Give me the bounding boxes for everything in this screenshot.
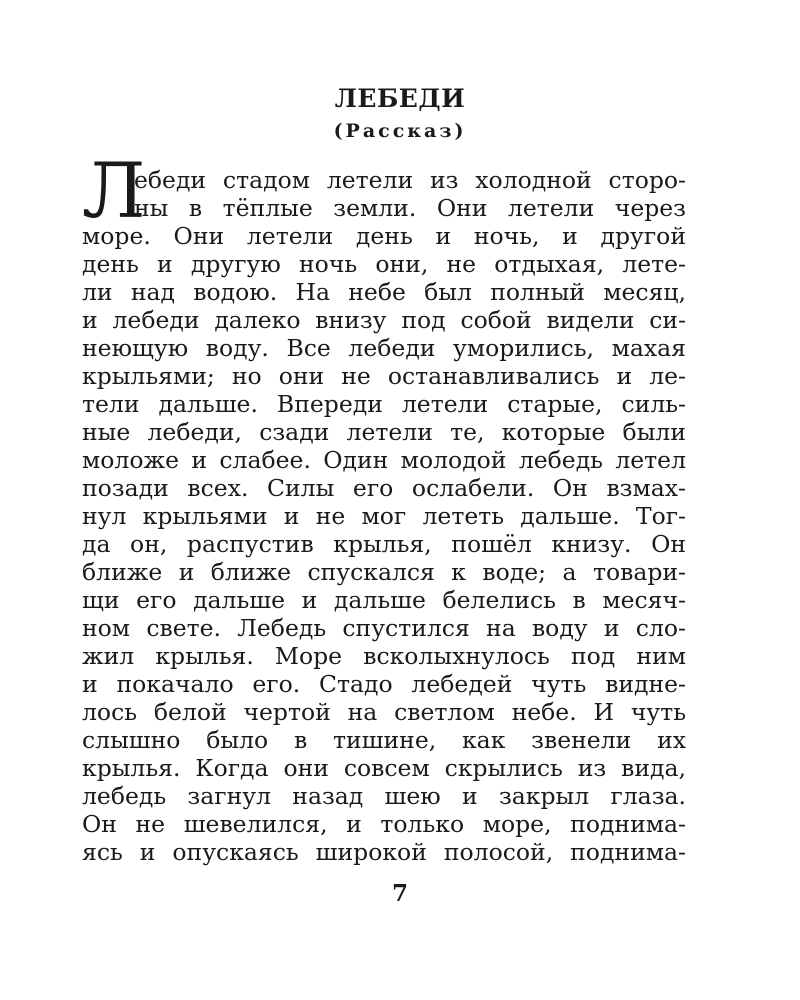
text-line: жил крылья. Море всколыхнулось под ним xyxy=(82,642,686,670)
text-line: нул крыльями и не мог лететь дальше. Тог- xyxy=(82,502,686,530)
text-line: ные лебеди, сзади летели те, которые были xyxy=(82,418,686,446)
story-text xyxy=(82,166,686,866)
page-number: 7 xyxy=(391,880,408,907)
text-line: и покачало его. Стадо лебедей чуть видне- xyxy=(82,670,686,698)
story-subtitle: (Рассказ) xyxy=(333,120,467,142)
story-title: ЛЕБЕДИ xyxy=(334,84,466,113)
text-line: ясь и опускаясь широкой полосой, поднима- xyxy=(82,838,686,866)
text-line: слышно было в тишине, как звенели их xyxy=(82,726,686,754)
text-line: Он не шевелился, и только море, поднима- xyxy=(82,810,686,838)
text-line: лебедь загнул назад шею и закрыл глаза. xyxy=(82,782,686,810)
text-line: день и другую ночь они, не отдыхая, лете- xyxy=(82,250,686,278)
text-line: ны в тёплые земли. Они летели через xyxy=(134,194,686,222)
text-line: и лебеди далеко внизу под собой видели си- xyxy=(82,306,686,334)
text-line: ебеди стадом летели из холодной сторо- xyxy=(134,166,686,194)
text-line: да он, распустив крылья, пошёл книзу. Он xyxy=(82,530,686,558)
text-line: ли над водою. На небе был полный месяц, xyxy=(82,278,686,306)
text-line: щи его дальше и дальше белелись в месяч- xyxy=(82,586,686,614)
text-line: позади всех. Силы его ослабели. Он взмах- xyxy=(82,474,686,502)
text-line: ближе и ближе спускался к воде; а товари- xyxy=(82,558,686,586)
text-line: море. Они летели день и ночь, и другой xyxy=(82,222,686,250)
text-line: неющую воду. Все лебеди уморились, махая xyxy=(82,334,686,362)
drop-cap: Л xyxy=(82,146,146,235)
text-line: ном свете. Лебедь спустился на воду и сло- xyxy=(82,614,686,642)
text-line: крыльями; но они не останавливались и ле- xyxy=(82,362,686,390)
text-line: крылья. Когда они совсем скрылись из вида, xyxy=(82,754,686,782)
text-line: тели дальше. Впереди летели старые, силь- xyxy=(82,390,686,418)
text-line: лось белой чертой на светлом небе. И чуть xyxy=(82,698,686,726)
text-line: моложе и слабее. Один молодой лебедь летел xyxy=(82,446,686,474)
